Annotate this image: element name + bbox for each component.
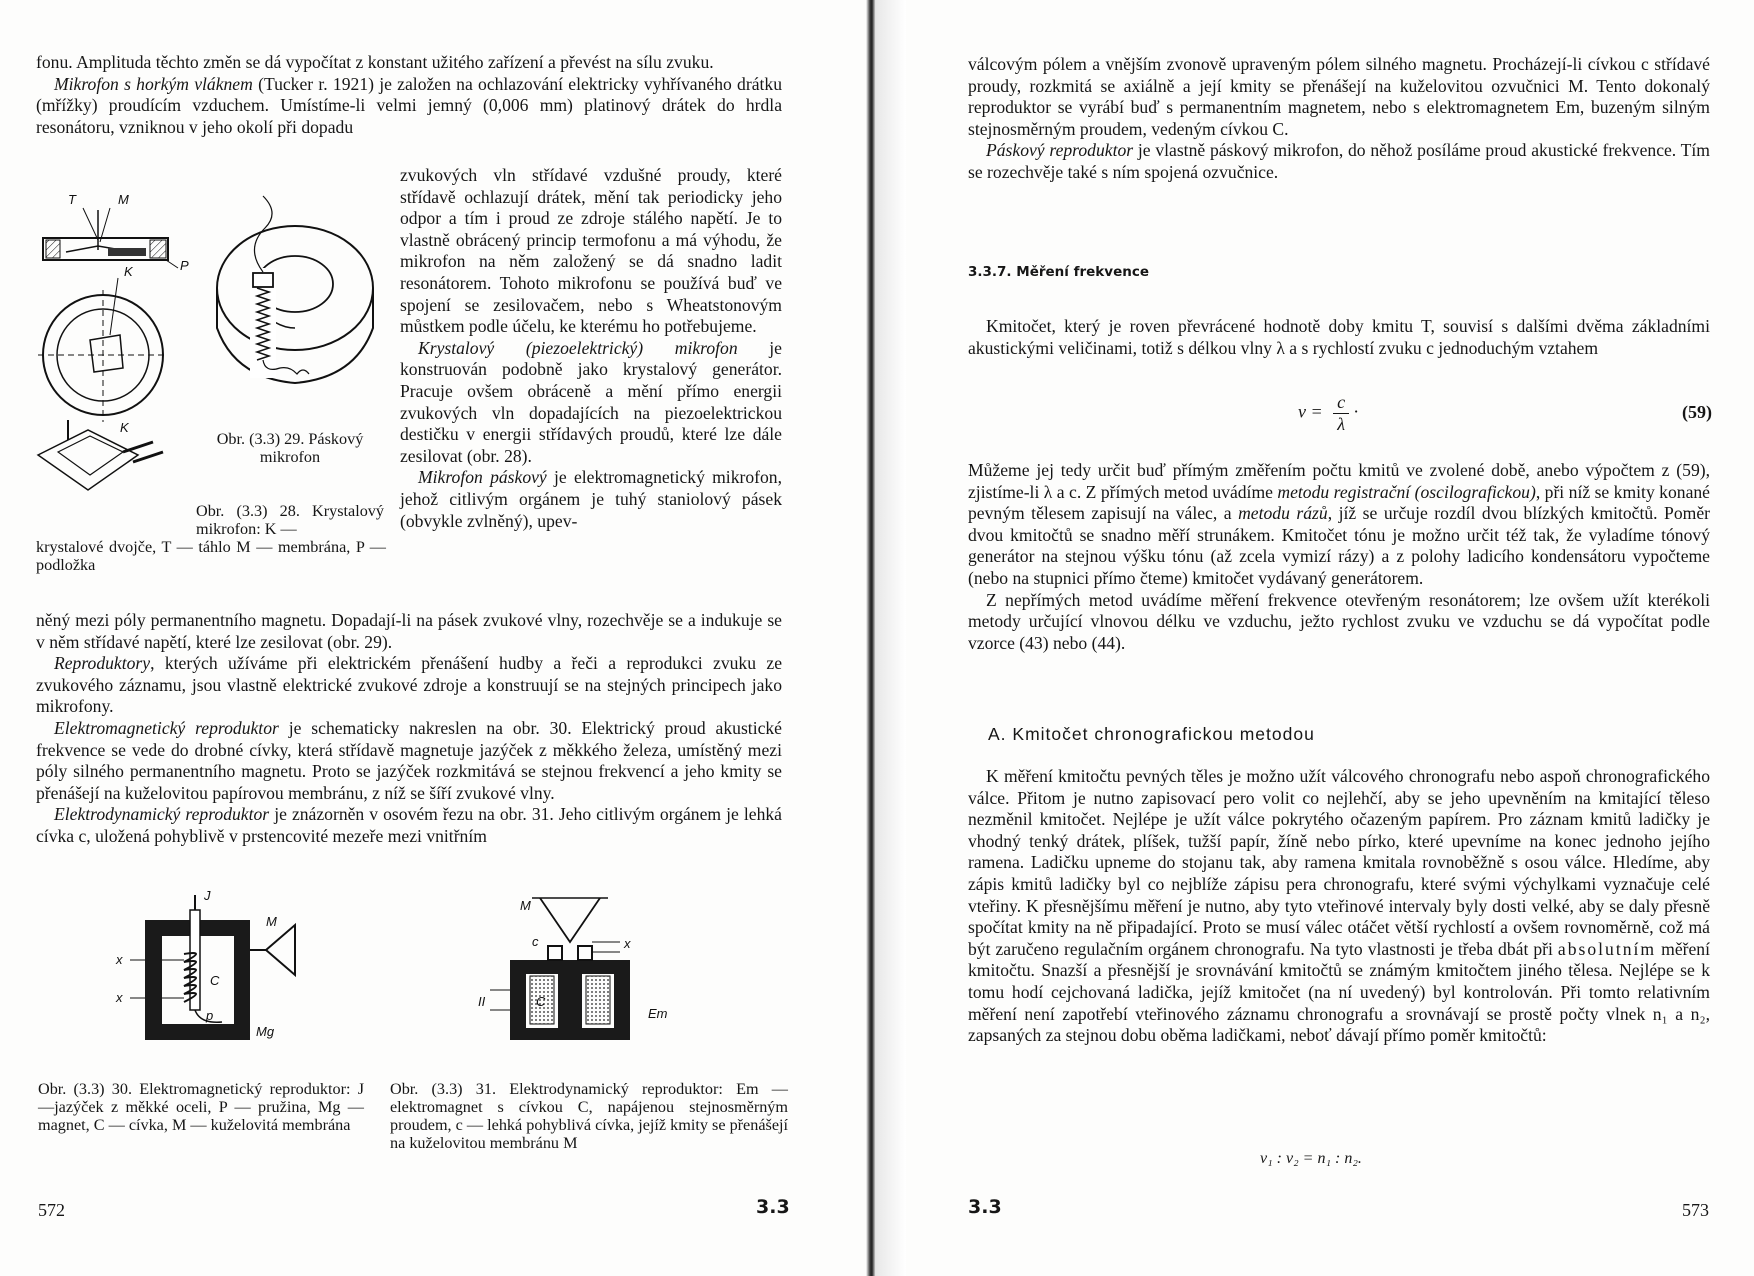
left-para-crystal: Krystalový (piezoelektrický) mikrofon je konstruován podobně jako krystalový generátor. Pracuje ovšem obráceně a mění přímo energii zvukových vln dopadajících na piezoelektrickou destičku v energii střídavých proudů, které lze dále zesilovat (obr. 28). xyxy=(400,337,782,466)
right-top-text xyxy=(968,54,1710,184)
equation-number-59: (59) xyxy=(1682,402,1712,422)
term-ribbon-mic: Mikrofon páskový xyxy=(418,467,547,488)
caption-fig31: Obr. (3.3) 31. Elektrodynamický reproduktor: Em — elektromagnet s cívkou C, napájenou stejnosměrným proudem, c — lehká pohyblivá cívka, jejíž kmity se přenášejí na kuželovitou membránu M xyxy=(390,1080,788,1152)
term-beat-method: metodu rázů xyxy=(1238,503,1328,524)
term-crystal: Krystalový (piezoelektrický) mikrofon xyxy=(418,337,738,358)
right-para-ribbon-speaker: Páskový reproduktor je vlastně páskový mikrofon, do něhož posíláme proud akustické frekvence. Tím se rozechvěje také s ním spojená ozvučnice. xyxy=(968,140,1710,182)
label-M31: M xyxy=(520,898,531,913)
label-T: T xyxy=(68,192,76,207)
label-p30: p xyxy=(206,1008,214,1023)
left-bottom-text xyxy=(36,610,782,848)
book-gutter-shade xyxy=(876,0,906,1276)
label-c31: c xyxy=(532,934,539,949)
label-J: J xyxy=(204,890,211,903)
section-heading-337: 3.3.7. Měření frekvence xyxy=(968,264,1149,280)
left-para-ed-speaker: Elektrodynamický reproduktor je znázorněn v osovém řezu na obr. 31. Jeho citlivým orgánem je lehká cívka c, uložená pohyblivě v prstencovité mezeře mezi vnitřním xyxy=(36,804,782,846)
left-para-hotwire-full: Mikrofon s horkým vláknem (Tucker r. 1921) je založen na ochlazování elektricky vyhřívaného drátku (mřížky) proudícím vzduchem. Umístíme-li velmi jemný (0,006 mm) platinový drátek do hrdla resonátoru, vzniknou v jeho okolí při dopadu xyxy=(36,73,783,137)
figure-30-em-speaker xyxy=(110,890,310,1050)
label-Mg: Mg xyxy=(256,1024,275,1039)
term-speakers: Reproduktory xyxy=(54,653,151,674)
left-narrow-column xyxy=(400,165,782,532)
left-para-ribbon-full: něný mezi póly permanentního magnetu. Dopadají-li na pásek zvukové vlny, rozechvěje se a indukuje se v něm střídavé napětí, které lze zesilovat (obr. 29). xyxy=(36,610,782,652)
label-K: K xyxy=(124,264,133,279)
right-page xyxy=(906,0,1754,1276)
right-para-ed-continued: válcovým pólem a vnějším zvonově upraveným pólem silného magnetu. Procházejí-li cívkou c střídavé proudy, rozkmitá se axiálně a její kmity se přenášejí na kuželovitou ozvučnici M. Tento dokonalý reproduktor se vyrábí buď s permanentním magnetem, nebo s elektromagnetem Em, buzeným silným stejnosměrným proudem, vedeným cívkou C. xyxy=(968,54,1710,139)
term-em-speaker: Elektromagnetický reproduktor xyxy=(54,717,279,738)
label-C31: C xyxy=(536,994,546,1009)
right-middle-text xyxy=(968,460,1710,654)
term-hotwire: Mikrofon s horkým vláknem xyxy=(54,73,253,94)
caption-fig29: Obr. (3.3) 29. Páskový mikrofon xyxy=(216,430,364,466)
figure-29-ribbon-mic xyxy=(205,188,395,413)
spaced-absolute: absolutním xyxy=(1557,938,1657,959)
label-C30: C xyxy=(210,973,220,988)
left-para-ribbon-narrow: Mikrofon páskový je elektromagnetický mikrofon, jehož citlivým orgánem je tuhý staniolový pásek (obvykle zvlněný), upev- xyxy=(400,467,782,531)
label-x31: x xyxy=(624,936,631,951)
label-M30: M xyxy=(266,914,277,929)
figure-28-crystal-mic xyxy=(28,190,208,520)
right-para-frequency: Kmitočet, který je roven převrácené hodnotě doby kmitu T, souvisí s dalšími dvěma základními akustickými veličinami, totiž s délkou vlny λ a s rychlostí zvuku c jednoduchým vztahem xyxy=(968,316,1710,358)
label-II: II xyxy=(478,994,486,1009)
term-registration-method: metodu registrační (oscilografickou) xyxy=(1277,481,1536,502)
left-top-text xyxy=(36,52,782,138)
right-para-chronograph: K měření kmitočtu pevných těles je možno užít válcového chronografu nebo aspoň chronografického válce. Přitom je nutno zapisovací pero volit co nejlehčí, aby se jeho upevněním na kmitající těleso nezměnil kmitočet. Nejlépe je užít válce pokrytého očazeným papírem. Pro záznam kmitů ladičky je vhodný tenký drátek, plíšek, tužší papír, žíně nebo pírko, které upevníme na konec jednoho jejího ramena. Ladičku upneme do stojanu tak, aby ramena kmitala rovnoběžně s osou válce. Hledíme, aby zápis kmitů ladičky byl co nejblíže zápisu pera chronografu, které svými výchylkami vyznačuje celé vteřiny. K přesnějšímu měření je nutno, aby tyto vteřinové intervaly byly dosti velké, aby se daly přesně spočítat kmity na ně připadající. Proto se musí válec otáčet větší rychlostí a ovšem rovnoměrně, což má být zaručeno regulačním orgánem chronografu. Na tyto vlastnosti je třeba dbát při absolutním měření kmitočtu. Snazší a přesnější je srovnávání kmitočtů se známým kmitočtem jiného tělesa. Nejlépe se k tomu hodí cejchovaná ladička, jejíž kmitočet (na ní uvedený) byl kontrolován. Při tomto relativním měření není zapotřebí vteřinového záznamu chronografu a srovnávají se prostě počty vlnek n₁ a n₂, zapsaných za stejnou dobu oběma ladičkami, neboť dávají přímo poměr kmitočtů: xyxy=(968,766,1710,1046)
left-para-amplitude: fonu. Amplituda těchto změn se dá vypočítat z konstant užitého zařízení a převést na sílu zvuku. xyxy=(36,52,714,72)
left-para-hotwire-narrow: zvukových vln střídavé vzdušné proudy, které střídavě ochlazují drátek, mění tak periodicky jeho odpor a tím i proud ze zdroje stálého napětí. Je to vlastně obrácený princip termofonu a má výhodu, že mikrofon na něm založený se dá snadno ladit resonátorem. Tohoto mikrofonu se používá buď ve spojení se zesilovačem, nebo s Wheatstonovým můstkem podle účelu, ke kterému ho potřebujeme. xyxy=(400,165,782,337)
formula-ratio: ν₁ : ν₂ = n₁ : n₂. xyxy=(1260,1150,1362,1167)
section-number-right: 3.3 xyxy=(968,1196,1002,1218)
label-Em: Em xyxy=(648,1006,668,1021)
right-para-methods: Můžeme jej tedy určit buď přímým změřením počtu kmitů ve zvolené době, anebo výpočtem z (59), zjistíme-li λ a c. Z přímých metod uvádíme metodu registrační (oscilografickou), při níž se kmity konané pevným tělesem zapisují na válec, a metodu rázů, jíž se určuje rozdíl dvou blízkých kmitočtů. Poměr dvou kmitočtů se snadno měří strunákem. Kmitočet tónu je možno určit též tak, že vyladíme tónový generátor na stejnou výšku tónu (až zcela vymizí rázy) a z polohy ladicího kondensátoru vypočteme (nebo na stupnici přímo čteme) kmitočet vydávaný generátorem. xyxy=(968,460,1710,588)
label-P: P xyxy=(180,258,189,273)
label-x30a: x xyxy=(116,952,123,967)
subheading-chronograph: A. Kmitočet chronografickou metodou xyxy=(988,724,1315,744)
figure-31-ed-speaker xyxy=(470,890,700,1050)
left-para-em-speaker: Elektromagnetický reproduktor je schematicky nakreslen na obr. 30. Elektrický proud akustické frekvence se vede do drobné cívky, která střídavě magnetuje jazýček z měkkého železa, umístěný mezi póly silného permanentního magnetu. Proto se jazýček rozkmitává se stejnou frekvencí a jeho kmity se přenášejí na kuželovitou papírovou membránu, z níž se šíří zvukové vlny. xyxy=(36,717,782,803)
label-K2: K xyxy=(120,420,129,435)
book-gutter xyxy=(866,0,876,1276)
label-x30b: x xyxy=(116,990,123,1005)
term-ribbon-speaker: Páskový reproduktor xyxy=(986,140,1134,161)
formula-59-lhs: ν = xyxy=(1298,401,1323,422)
label-M: M xyxy=(118,192,129,207)
page-number-left: 572 xyxy=(38,1200,65,1220)
right-para-indirect: Z nepřímých metod uvádíme měření frekvence otevřeným resonátorem; lze ovšem užít kterékoli metody určující vlnovou délku ve vzduchu, ježto rychlost zvuku ve vzduchu se dá vypočítat podle vzorce (43) nebo (44). xyxy=(968,589,1710,653)
caption-fig28-b: krystalové dvojče, T — táhlo M — membrána, P — podložka xyxy=(36,538,386,574)
caption-fig28-a: Obr. (3.3) 28. Krystalový mikrofon: K — xyxy=(196,502,384,538)
section-number-left: 3.3 xyxy=(756,1196,790,1218)
page-number-right: 573 xyxy=(1682,1200,1709,1220)
formula-59-fraction: $\frac{c}{\lambda}$ xyxy=(1333,392,1349,435)
caption-fig30: Obr. (3.3) 30. Elektromagnetický reproduktor: J—jazýček z měkké oceli, P — pružina, Mg — magnet, C — cívka, M — kuželovitá membrána xyxy=(38,1080,364,1134)
left-page xyxy=(0,0,866,1276)
formula-59: ν = $\frac{c}{\lambda}$ · xyxy=(1298,392,1359,434)
left-para-speakers: Reproduktory, kterých užíváme při elektrickém přenášení hudby a řeči a reprodukci zvuku ze zvukového záznamu, jsou vlastně elektrické zvukové zdroje a konstruují se na stejných principech jako mikrofony. xyxy=(36,653,782,717)
term-ed-speaker: Elektrodynamický reproduktor xyxy=(54,804,270,825)
